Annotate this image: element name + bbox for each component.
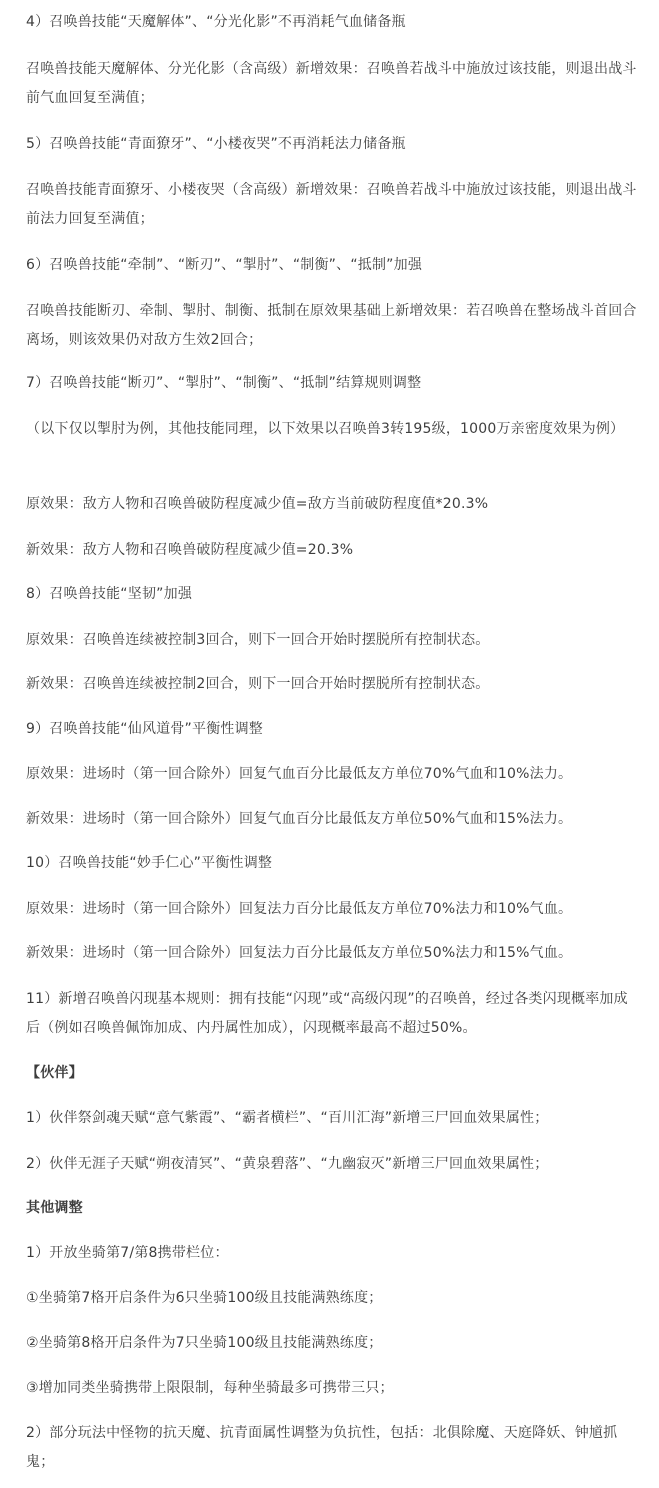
paragraph: ②坐骑第8格开启条件为7只坐骑100级且技能满熟练度； <box>26 1335 383 1351</box>
heading-item-6: 6）召唤兽技能“牵制”、“断刃”、“掣肘”、“制衡”、“抵制”加强 <box>26 257 423 273</box>
paragraph: 新效果：召唤兽连续被控制2回合，则下一回合开始时摆脱所有控制状态。 <box>26 676 490 692</box>
paragraph: 原效果：召唤兽连续被控制3回合，则下一回合开始时摆脱所有控制状态。 <box>26 632 490 648</box>
paragraph: 召唤兽技能断刃、牵制、掣肘、制衡、抵制在原效果基础上新增效果：若召唤兽在整场战斗首回合离场，则该效果仍对敌方生效2回合； <box>26 303 637 348</box>
paragraph: 11）新增召唤兽闪现基本规则：拥有技能“闪现”或“高级闪现”的召唤兽，经过各类闪现概率加成后（例如召唤兽佩饰加成、内丹属性加成），闪现概率最高不超过50%。 <box>26 991 628 1036</box>
paragraph: 原效果：进场时（第一回合除外）回复法力百分比最低友方单位70%法力和10%气血。 <box>26 901 573 917</box>
paragraph: 新效果：进场时（第一回合除外）回复法力百分比最低友方单位50%法力和15%气血。 <box>26 945 573 961</box>
heading-item-10: 10）召唤兽技能“妙手仁心”平衡性调整 <box>26 855 273 871</box>
paragraph: 召唤兽技能天魔解体、分光化影（含高级）新增效果：召唤兽若战斗中施放过该技能，则退出战斗前气血回复至满值； <box>26 61 637 106</box>
section-heading-other: 其他调整 <box>26 1200 83 1216</box>
paragraph: 新效果：进场时（第一回合除外）回复气血百分比最低友方单位50%气血和15%法力。 <box>26 811 573 827</box>
heading-item-5: 5）召唤兽技能“青面獠牙”、“小楼夜哭”不再消耗法力储备瓶 <box>26 136 406 152</box>
heading-item-4: 4）召唤兽技能“天魔解体”、“分光化影”不再消耗气血储备瓶 <box>26 14 406 30</box>
paragraph: 原效果：敌方人物和召唤兽破防程度减少值=敌方当前破防程度值*20.3% <box>26 496 489 512</box>
paragraph: （以下仅以掣肘为例，其他技能同理，以下效果以召唤兽3转195级，1000万亲密度效果为例） <box>26 421 625 437</box>
paragraph: 原效果：进场时（第一回合除外）回复气血百分比最低友方单位70%气血和10%法力。 <box>26 766 573 782</box>
paragraph: 新效果：敌方人物和召唤兽破防程度减少值=20.3% <box>26 542 354 558</box>
paragraph: 2）部分玩法中怪物的抗天魔、抗青面属性调整为负抗性，包括：北俱除魔、天庭降妖、钟馗抓鬼； <box>26 1425 618 1470</box>
paragraph: ③增加同类坐骑携带上限限制，每种坐骑最多可携带三只； <box>26 1380 394 1396</box>
paragraph: ①坐骑第7格开启条件为6只坐骑100级且技能满熟练度； <box>26 1290 383 1306</box>
paragraph: 召唤兽技能青面獠牙、小楼夜哭（含高级）新增效果：召唤兽若战斗中施放过该技能，则退出战斗前法力回复至满值； <box>26 182 637 227</box>
paragraph: 1）伙伴祭剑魂天赋“意气紫霞”、“霸者横栏”、“百川汇海”新增三尸回血效果属性； <box>26 1110 549 1126</box>
heading-item-9: 9）召唤兽技能“仙风道骨”平衡性调整 <box>26 721 264 737</box>
paragraph: 2）伙伴无涯子天赋“朔夜清冥”、“黄泉碧落”、“九幽寂灭”新增三尸回血效果属性； <box>26 1156 549 1172</box>
heading-item-8: 8）召唤兽技能“坚韧”加强 <box>26 586 193 602</box>
paragraph: 1）开放坐骑第7/第8携带栏位： <box>26 1245 229 1261</box>
section-heading-partner: 【伙伴】 <box>26 1065 83 1081</box>
heading-item-7: 7）召唤兽技能“断刃”、“掣肘”、“制衡”、“抵制”结算规则调整 <box>26 375 422 391</box>
